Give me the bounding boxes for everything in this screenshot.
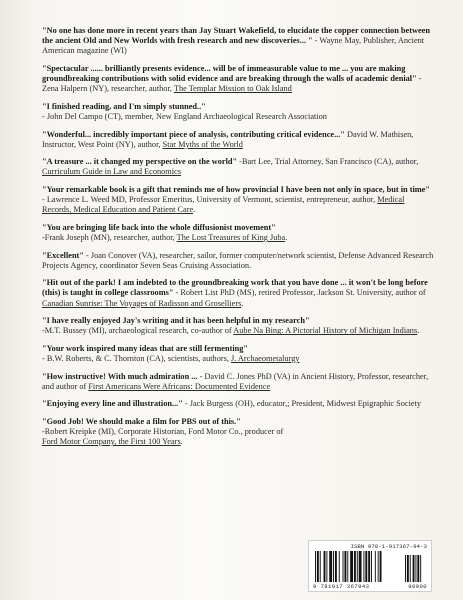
attribution-end: . [180,437,183,447]
book-title: Curriculum Guide in Law and Economics [42,167,181,177]
testimonial-quote: "I finished reading, and I'm simply stunned.." [42,101,206,111]
book-title: Ford Motor Company, the First 100 Years [42,437,181,447]
isbn-barcode [308,540,432,592]
testimonial-quote: "Hit out of the park! I am indebted to the groundbreaking work that you have done ... it won't be long before (this) is taught in college classrooms" [42,278,428,298]
testimonial [42,185,434,216]
testimonial-quote: "How instructive! With much admiration ... [42,371,198,381]
book-title: Star Myths of the World [162,139,243,149]
book-title: The Templar Mission to Oak Island [173,84,292,94]
testimonial [42,372,434,392]
testimonial-quote: "I have really enjoyed Jay's writing and it has been helpful in my research" [42,316,310,326]
testimonial-attribution: - Joan Conover (VA), researcher, sailor, former computer/network scientist, Defense Advanced Research Projects Agency, coordinator Seven Seas Cruising Association. [42,250,434,270]
testimonial-attribution: -M.T. Bussey (MI), archaeological research, co-author of [42,326,234,336]
testimonial-attribution: -Frank Joseph (MN), researcher, author, [42,233,177,243]
isbn-number: ISBN 978-1-917367-94-3 [350,543,427,550]
testimonial [42,278,434,309]
attribution-end: . [285,233,288,243]
barcode-addon: 90000 [408,583,427,590]
testimonial-quote: "Spectacular ...... brilliantly presents evidence... will be of immeasurable value to me ... you are making groundbreaking contributions with solid evidence and are breaking through the walls of academic denial" [42,63,417,84]
testimonial-quote: "Excellent" [42,250,84,260]
testimonial-quote: "Wonderful... incredibly important piece of analysis, contributing critical evidence..." [42,129,345,139]
book-title: Canadian Sunrise: The Voyages of Radisson and Groselliers [42,298,242,308]
testimonial [42,130,434,150]
book-title: First Americans Were Africans: Documented Evidence [88,381,271,391]
testimonial [42,251,434,271]
testimonial [42,344,434,364]
testimonial-attribution: - Lawrence L. Weed MD, Professor Emeritus, University of Vermont, scientist, entrepreneur, author, [42,195,378,205]
testimonial-quote: "Enjoying every line and illustration..." [42,399,183,409]
testimonial [42,64,434,95]
book-title: Aube Na Bing: A Pictorial History of Michigan Indians [233,326,418,336]
testimonial-quote: "Your remarkable book is a gift that reminds me of how provincial I have been not only in space, but in time" [42,184,430,194]
testimonial-attribution: - John Del Campo (CT), member, New England Archaeological Research Association [42,112,327,122]
testimonial-quote: "Good Job! We should make a film for PBS out of this." [42,416,241,426]
attribution-end: . [241,298,244,308]
testimonial-attribution: - Wayne May, Publisher, Ancient American magazine (WI) [42,36,425,56]
attribution-end: . [417,326,420,336]
testimonial-attribution: - Jack Burgess (OH), educator,; President, Midwest Epigraphic Society [182,399,422,409]
testimonial-attribution: - David C. Jones PhD (VA) in Ancient History, Professor, researcher, and author of [42,371,429,391]
testimonial [42,157,434,177]
testimonial-quote: "Your work inspired many ideas that are still fermenting" [42,343,249,353]
book-title: J. Archaeometalurgy [230,354,300,364]
testimonial-quote: "You are bringing life back into the whole diffusionist movement" [42,222,276,232]
testimonial [42,417,297,448]
testimonial-quote: "A treasure ... it changed my perspective on the world" [42,157,238,167]
testimonial-attribution: -Zena Halpern (NY), researcher, author, [42,74,422,94]
barcode-number: 9 781917 367943 90000 [313,583,427,590]
book-title: Medical Records, Medical Education and Patient Care [42,195,405,215]
testimonial [42,223,434,243]
testimonial-attribution: David W. Mathisen, Instructor, West Point (NY), author, [42,129,414,149]
testimonial [42,399,434,409]
testimonial-attribution: - Robert List PhD (MS), retired Professor, Jackson St. University, author of [173,288,426,298]
testimonial [42,26,434,57]
testimonial-attribution: - B.W. Roberts, & C. Thornton (CA), scientists, authors, [42,354,231,364]
testimonial [42,102,434,122]
testimonials-list [42,26,434,455]
testimonial-attribution: -Bart Lee, Trial Attorney, San Francisco (CA), author, [237,157,419,167]
book-title: The Lost Treasures of King Juba [176,233,286,243]
testimonial [42,316,434,336]
attribution-end: . [193,205,196,215]
barcode-bars [315,551,425,584]
testimonial-attribution: -Robert Kreipke (MI), Corporate Historian, Ford Motor Co., producer of [42,426,284,436]
testimonial-quote: "No one has done more in recent years than Jay Stuart Wakefield, to elucidate the copper connection between the ancient Old and New Worlds with fresh research and new discoveries... " [42,26,430,46]
